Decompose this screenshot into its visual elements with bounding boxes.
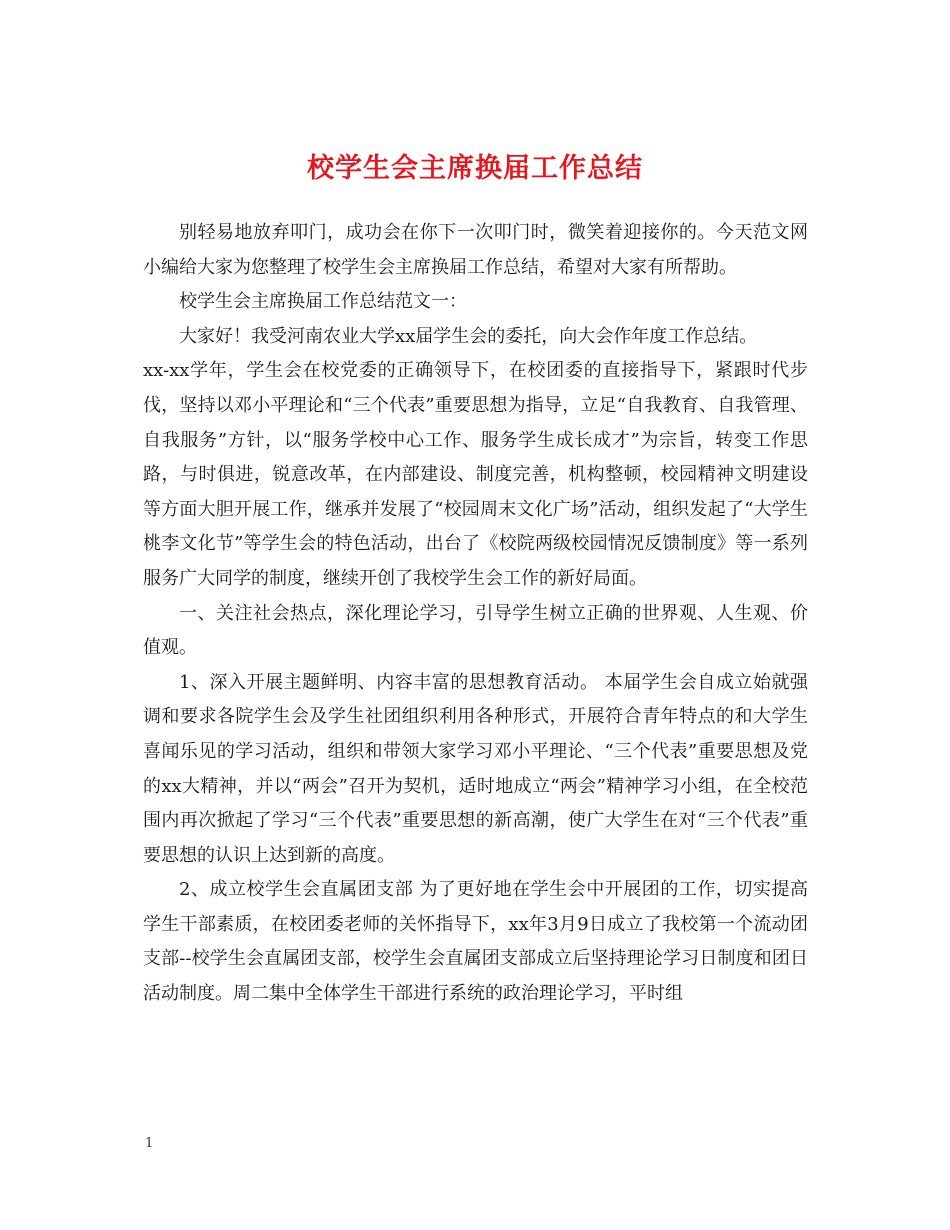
paragraph-intro: 别轻易地放弃叩门，成功会在你下一次叩门时，微笑着迎接你的。今天范文网小编给大家为您整理了校学生会主席换届工作总结，希望对大家有所帮助。 xyxy=(143,222,808,278)
document-title: 校学生会主席换届工作总结 xyxy=(307,153,643,184)
paragraph-greeting: 大家好！我受河南农业大学xx届学生会的委托，向大会作年度工作总结。 xyxy=(179,325,758,347)
paragraph-item-two: 2、成立校学生会直属团支部 为了更好地在学生会中开展团的工作，切实提高学生干部素质，在校团委老师的关怀指导下，xx年3月9日成立了我校第一个流动团支部--校学生会直属团支部，校学生会直属团支部成立后坚持理论学习日制度和团日活动制度。周二集中全体学生干部进行系统的政治理论学习，平时组 xyxy=(143,879,808,1005)
document-body xyxy=(143,216,808,1012)
paragraph-year-summary: xx-xx学年，学生会在校党委的正确领导下，在校团委的直接指导下，紧跟时代步伐，坚持以邓小平理论和“三个代表”重要思想为指导，立足“自我教育、自我管理、自我服务”方针，以“服务学校中心工作、服务学生成长成才”为宗旨，转变工作思路，与时俱进，锐意改革，在内部建设、制度完善，机构整顿，校园精神文明建设等方面大胆开展工作，继承并发展了“校园周末文化广场”活动，组织发起了“大学生桃李文化节”等学生会的特色活动，出台了《校院两级校园情况反馈制度》等一系列服务广大同学的制度，继续开创了我校学生会工作的新好局面。 xyxy=(143,360,808,589)
paragraph-sample-heading: 校学生会主席换届工作总结范文一： xyxy=(179,291,467,313)
paragraph-section-one-heading: 一、关注社会热点，深化理论学习，引导学生树立正确的世界观、人生观、价值观。 xyxy=(143,602,808,659)
page-number: 1 xyxy=(145,1136,154,1151)
paragraph-item-one: 1、深入开展主题鲜明、内容丰富的思想教育活动。 本届学生会自成立始就强调和要求各院学生会及学生社团组织利用各种形式，开展符合青年特点的和大学生喜闻乐见的学习活动，组织和带领大家学习邓小平理论、“三个代表”重要思想及党的xx大精神，并以“两会”召开为契机，适时地成立“两会”精神学习小组，在全校范围内再次掀起了学习“三个代表”重要思想的新高潮，使广大学生在对“三个代表”重要思想的认识上达到新的高度。 xyxy=(143,671,808,866)
